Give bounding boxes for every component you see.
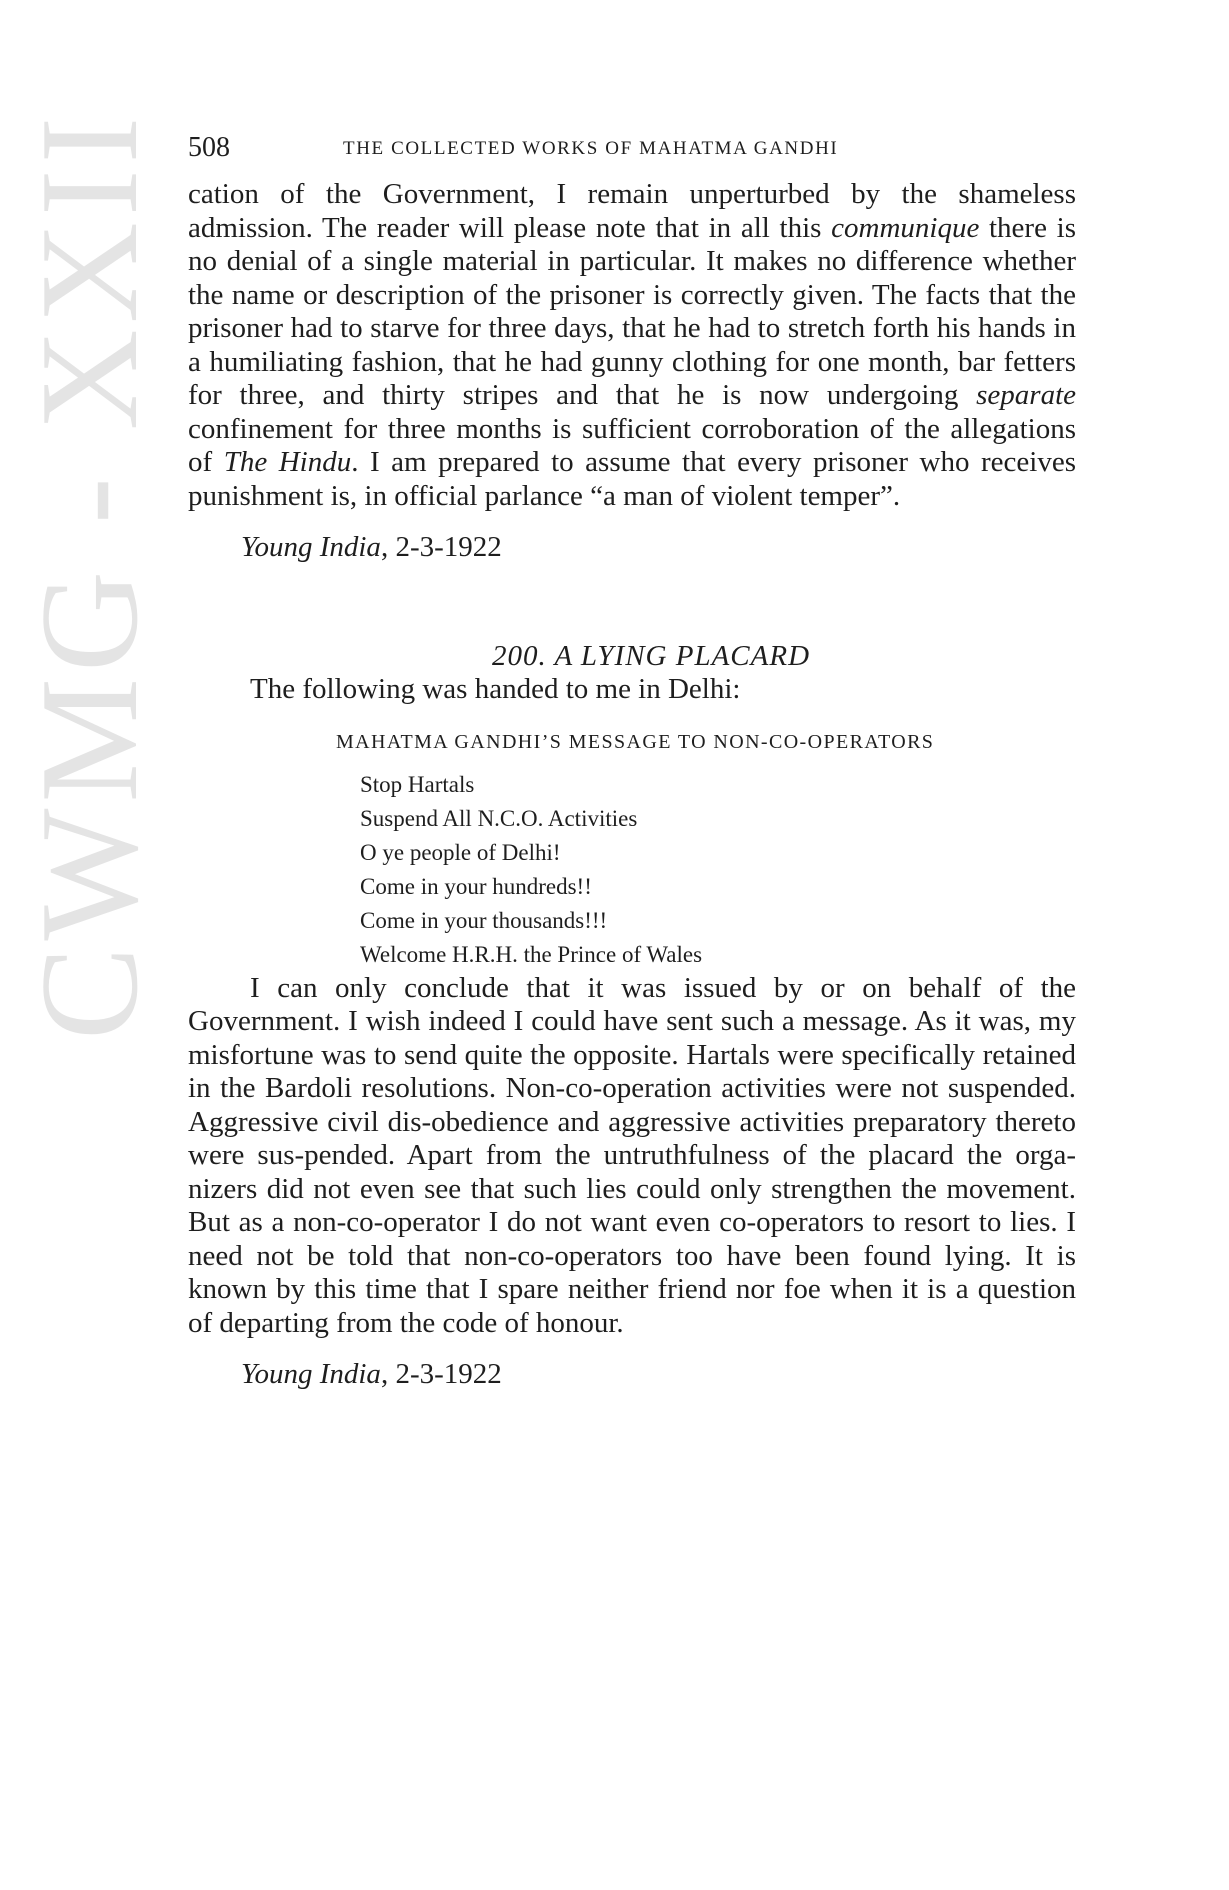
placard-line: Welcome H.R.H. the Prince of Wales	[360, 941, 703, 967]
placard-line: Suspend All N.C.O. Activities	[360, 805, 638, 831]
page-content	[188, 178, 1076, 1391]
running-head: THE COLLECTED WORKS OF MAHATMA GANDHI	[343, 138, 839, 159]
paragraph-text: there is no denial of a single material in particular. It makes no difference whether the name or description of the prisoner is correctly given. The facts that the prisoner had to starve for three days, that he had to stretch forth his hands in a humiliating fashion, that he had gunny clothing for one month, bar fetters for three, and thirty stripes and that he is now undergoing	[188, 211, 1076, 411]
placard-line: Stop Hartals	[360, 771, 475, 797]
article-title: 200. A LYING PLACARD	[491, 640, 811, 672]
placard-line: Come in your hundreds!!	[360, 873, 592, 899]
the-hindu-italic: The Hindu	[223, 446, 352, 478]
watermark: CWMG - XXII	[12, 110, 167, 1040]
paragraph-text: . I am prepared to assume that every prisoner who receives punishment is, in official parlance “a man of violent temper”.	[188, 446, 1076, 512]
page-header	[188, 132, 1078, 172]
placard-list	[188, 768, 1076, 972]
source-citation	[188, 531, 1076, 564]
continued-paragraph	[188, 178, 1076, 513]
source-publication: Young India	[241, 531, 381, 563]
source-date: , 2-3-1922	[380, 531, 502, 563]
paragraph-text: confinement for three months is sufficient corroboration of the allegations of	[188, 412, 1076, 478]
paragraph-text: cation of the Government, I remain unperturbed by the shameless admission. The reader will please note that in all this	[188, 178, 1076, 244]
source-citation	[188, 1358, 1076, 1391]
article-intro: The following was handed to me in Delhi:	[250, 673, 741, 705]
page-number: 508	[188, 132, 230, 163]
placard-line: Come in your thousands!!!	[360, 907, 608, 933]
placard-heading: MAHATMA GANDHI’S MESSAGE TO NON-CO-OPERATORS	[336, 730, 935, 753]
communique-italic: communique	[831, 211, 980, 244]
source-date: , 2-3-1922	[380, 1358, 502, 1390]
article-body: I can only conclude that it was issued by or on behalf of the Government. I wish indeed I could have sent such a message. As it was, my misfortune was to send quite the opposite. Hartals were specifically retained in the Bardoli resolutions. Non-co-operation activities were not suspended. Aggressive civil dis-obedience and aggressive activities preparatory thereto were sus-pended. Apart from the untruthfulness of the placard the orga-nizers did not even see that such lies could only strengthen the movement. But as a non-co-operator I do not want even co-operators to resort to lies. I need not be told that non-co-operators too have been found lying. It is known by this time that I spare neither friend nor foe when it is a question of departing from the code of honour.	[188, 971, 1076, 1339]
separate-italic: separate	[976, 379, 1076, 411]
placard-line: O ye people of Delhi!	[360, 839, 561, 865]
source-publication: Young India	[241, 1358, 381, 1390]
